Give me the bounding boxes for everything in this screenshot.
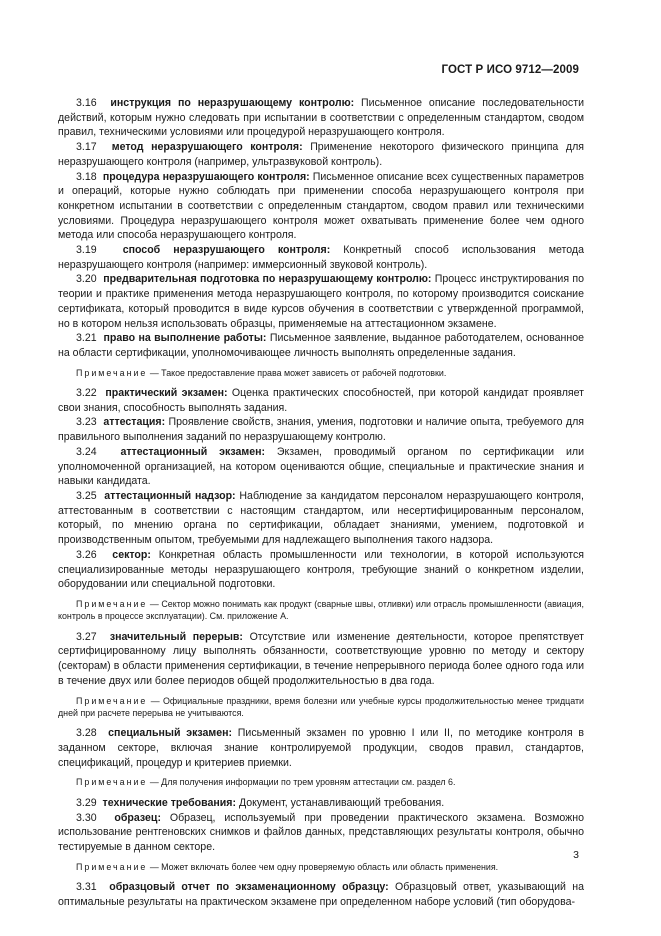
entry-text: Письменное описание последовательности действий, которым нужно следовать при испытании в соответствии с определенным стандартом, сводом правил, техническими условиями или процедурой неразрушающего контроля.	[58, 97, 584, 139]
note-text: — Официальные праздники, время болезни или учебные курсы продолжительностью менее тридцати дней при расчете перерыва не учитываются.	[58, 695, 584, 718]
note-4	[58, 776, 584, 788]
entry-3-31	[58, 880, 584, 909]
entry-term: специальный экзамен:	[108, 727, 233, 740]
note-text: — Сектор можно понимать как продукт (сварные швы, отливки) или отрасль промышленности (авиация, контроль в процессе эксплуатации). См. приложение А.	[58, 598, 584, 622]
entry-term: значительный перерыв:	[109, 630, 243, 643]
entry-number: 3.30	[76, 811, 97, 824]
entry-text: Письменный экзамен по уровню I или II, по методике контроля в заданном секторе, включая знание контролируемой продукции, сводов правил, стандартов, спецификаций, процедур и критериев приемки.	[58, 727, 584, 769]
entry-term: аттестационный надзор:	[104, 489, 236, 502]
entry-text: Экзамен, проводимый органом по сертификации или уполномоченной организацией, на котором оцениваются общие, специальные и практические знания и навыки кандидата.	[58, 445, 584, 488]
page-number: 3	[573, 849, 579, 861]
entry-term: образец:	[114, 811, 161, 824]
entry-text: Документ, устанавливающий требования.	[236, 796, 445, 809]
entry-3-29	[58, 796, 584, 811]
entry-number: 3.29	[76, 796, 97, 809]
note-label: Примечание	[76, 861, 148, 872]
entry-number: 3.31	[76, 881, 97, 894]
entry-3-22	[58, 386, 584, 415]
note-text: — Для получения информации по трем уровням аттестации см. раздел 6.	[147, 777, 456, 788]
entry-term: инструкция по неразрушающему контролю:	[110, 97, 355, 109]
entry-3-23	[58, 415, 584, 444]
entry-text: Применение некоторого физического принципа для неразрушающего контроля (например, ультразвуковой контроль).	[58, 141, 585, 168]
entry-text: Проявление свойств, знания, умения, подготовки и наличие опыта, требуемого для правильного выполнения заданий по неразрушающему контролю.	[58, 416, 585, 444]
document-body	[58, 96, 584, 909]
entry-term: образцовый отчет по экзаменационному образцу:	[109, 881, 389, 894]
entry-term: процедура неразрушающего контроля:	[102, 170, 310, 183]
note-5	[58, 861, 584, 873]
entry-text: Письменное описание всех существенных параметров и операций, которые нужно соблюдать при применении способа неразрушающего контроля при конкретном испытании в соответствии с определенным стандартом, сводом правил или техническими условиями. Процедура неразрушающего контроля может охватывать применение более чем одного метода или способа неразрушающего контроля.	[58, 170, 584, 242]
entry-term: сектор:	[112, 548, 151, 561]
entry-3-28	[58, 726, 584, 770]
entry-number: 3.23	[76, 416, 97, 429]
entry-text: Наблюдение за кандидатом персоналом неразрушающего контроля, аттестованным в соответствии с настоящим стандартом, или несертифицированным персоналом, который, по мнению органа по сертификации, обладает знаниями, умением, подготовкой и производственным опытом, требуемыми для надлежащего выполнения такого надзора.	[58, 489, 584, 547]
entry-number: 3.26	[76, 548, 97, 561]
entry-text: Образец, используемый при проведении практического экзамена. Возможно использование рентгеновских снимков и файлов данных, представляющих результаты контроля, обычно тестируемые в данном секторе.	[58, 811, 584, 853]
entry-3-18	[58, 170, 584, 244]
entry-term: право на выполнение работы:	[103, 332, 267, 345]
entry-text: Процесс инструктирования по теории и практике применения метода неразрушающего контроля, по которому производится соискание сертификата, который проводится в виде курсов обучения в соответствии с утвержденной программой, но в котором нельзя использовать образцы, применяемые на аттестационном экзамене.	[58, 273, 584, 330]
entry-3-17	[58, 140, 584, 169]
entry-number: 3.27	[76, 630, 97, 643]
entry-number: 3.18	[76, 170, 97, 183]
entry-3-27	[58, 630, 584, 689]
note-label: Примечание	[76, 598, 148, 609]
entry-number: 3.22	[76, 387, 97, 400]
entry-3-26	[58, 548, 584, 592]
entry-term: аттестационный экзамен:	[120, 445, 266, 458]
entry-text: Оценка практических способностей, при которой кандидат проявляет свои знания, способность выполнять задания.	[58, 387, 584, 414]
note-label: Примечание	[76, 777, 148, 788]
note-text: — Может включать более чем одну проверяемую область или область применения.	[147, 861, 499, 872]
note-3	[58, 695, 584, 720]
entry-text: Конкретная область промышленности или технологии, в которой используются специализированные методы неразрушающего контроля, требующие знаний о конкретном изделии, оборудовании или специальной подготовки.	[58, 548, 584, 591]
entry-3-24	[58, 445, 584, 489]
entry-term: метод неразрушающего контроля:	[111, 141, 303, 154]
entry-3-16	[58, 96, 584, 140]
entry-3-21	[58, 331, 584, 360]
entry-3-25	[58, 489, 584, 548]
note-label: Примечание	[76, 367, 148, 378]
entry-3-30	[58, 811, 584, 855]
entry-term: предварительная подготовка по неразрушающему контролю:	[103, 273, 432, 286]
note-label: Примечание	[76, 695, 148, 706]
entry-text: Отсутствие или изменение деятельности, которое препятствует сертифицированному лицу выполнять обязанности, соответствующие уровню по методу и сектору (секторам) в области применения сертификации, в течение непрерывного периода более одного года или в течение двух или более периодов общей продолжительностью в два года.	[58, 630, 585, 687]
entry-text: Образцовый ответ, указывающий на оптимальные результаты на практическом экзамене при определенном наборе условий (тип оборудова-	[58, 881, 584, 908]
entry-number: 3.28	[76, 727, 97, 740]
entry-term: технические требования:	[102, 796, 237, 809]
entry-number: 3.20	[76, 273, 97, 286]
entry-number: 3.21	[76, 332, 97, 345]
entry-number: 3.16	[76, 97, 97, 109]
entry-term: аттестация:	[103, 416, 166, 429]
entry-number: 3.24	[76, 445, 97, 458]
note-1	[58, 367, 584, 379]
entry-text: Письменное заявление, выданное работодателем, основанное на области сертификации, уполномочивающее личность выполнять определенные задания.	[58, 332, 584, 359]
entry-3-20	[58, 272, 584, 331]
entry-number: 3.25	[76, 489, 97, 502]
entry-term: способ неразрушающего контроля:	[122, 244, 331, 257]
note-2	[58, 598, 584, 623]
entry-number: 3.19	[76, 244, 97, 257]
note-text: — Такое предоставление права может зависеть от рабочей подготовки.	[147, 367, 447, 378]
entry-3-19	[58, 243, 584, 272]
standard-code: ГОСТ Р ИСО 9712—2009	[441, 64, 579, 76]
entry-text: Конкретный способ использования метода неразрушающего контроля (например: иммерсионный звуковой контроль).	[58, 244, 584, 271]
entry-term: практический экзамен:	[105, 387, 228, 400]
entry-number: 3.17	[76, 141, 97, 154]
